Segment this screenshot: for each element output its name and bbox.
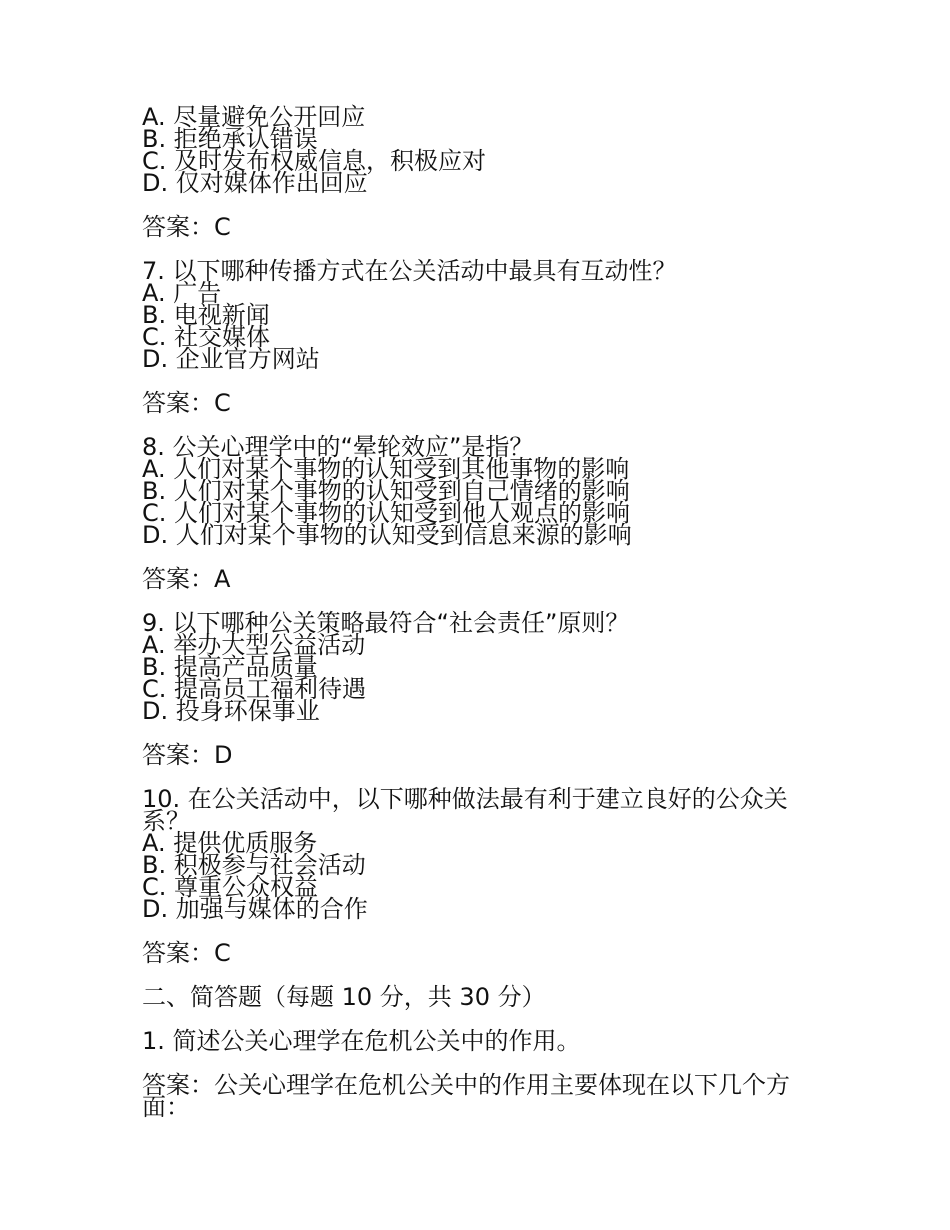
question-7-block [142, 257, 822, 417]
q10-option-b: B. 积极参与社会活动 [142, 851, 366, 879]
q6-option-d: D. 仅对媒体作出回应 [142, 169, 368, 197]
document-page [142, 103, 822, 1121]
q9-question: 9. 以下哪种公关策略最符合“社会责任”原则？ [142, 609, 630, 637]
q6-option-a: A. 尽量避免公开回应 [142, 103, 366, 131]
q10-option-c: C. 尊重公众权益 [142, 873, 319, 901]
q9-option-b: B. 提高产品质量 [142, 653, 318, 681]
question-8-block [142, 433, 822, 593]
q7-option-b: B. 电视新闻 [142, 301, 270, 329]
q8-option-c: C. 人们对某个事物的认知受到他人观点的影响 [142, 499, 631, 527]
q10-option-d: D. 加强与媒体的合作 [142, 895, 368, 923]
q7-option-a: A. 广告 [142, 279, 222, 307]
q7-option-d: D. 企业官方网站 [142, 345, 320, 373]
q6-answer: 答案：C [142, 213, 231, 241]
q10-answer: 答案：C [142, 939, 231, 967]
question-9-block [142, 609, 822, 769]
q6-option-b: B. 拒绝承认错误 [142, 125, 318, 153]
q8-option-d: D. 人们对某个事物的认知受到信息来源的影响 [142, 521, 632, 549]
question-10-block [142, 785, 822, 967]
q7-option-c: C. 社交媒体 [142, 323, 271, 351]
section-2-block [142, 983, 822, 1121]
q9-option-c: C. 提高员工福利待遇 [142, 675, 367, 703]
q10-option-a: A. 提供优质服务 [142, 829, 318, 857]
question-6-block [142, 103, 822, 241]
q8-option-b: B. 人们对某个事物的认知受到自己情绪的影响 [142, 477, 630, 505]
section-2-question-1: 1. 简述公关心理学在危机公关中的作用。 [142, 1027, 581, 1055]
q8-question: 8. 公关心理学中的“晕轮效应”是指？ [142, 433, 534, 461]
q8-answer: 答案：A [142, 565, 231, 593]
q6-option-c: C. 及时发布权威信息，积极应对 [142, 147, 487, 175]
section-2-heading: 二、简答题（每题 10 分，共 30 分） [142, 983, 546, 1011]
q9-answer: 答案：D [142, 741, 233, 769]
q9-option-a: A. 举办大型公益活动 [142, 631, 366, 659]
q7-answer: 答案：C [142, 389, 231, 417]
q8-option-a: A. 人们对某个事物的认知受到其他事物的影响 [142, 455, 630, 483]
q10-question: 10. 在公关活动中，以下哪种做法最有利于建立良好的公众关系？ [142, 785, 788, 835]
section-2-answer-intro: 答案：公关心理学在危机公关中的作用主要体现在以下几个方面： [142, 1071, 790, 1121]
q7-question: 7. 以下哪种传播方式在公关活动中最具有互动性？ [142, 257, 677, 285]
q9-option-d: D. 投身环保事业 [142, 697, 320, 725]
